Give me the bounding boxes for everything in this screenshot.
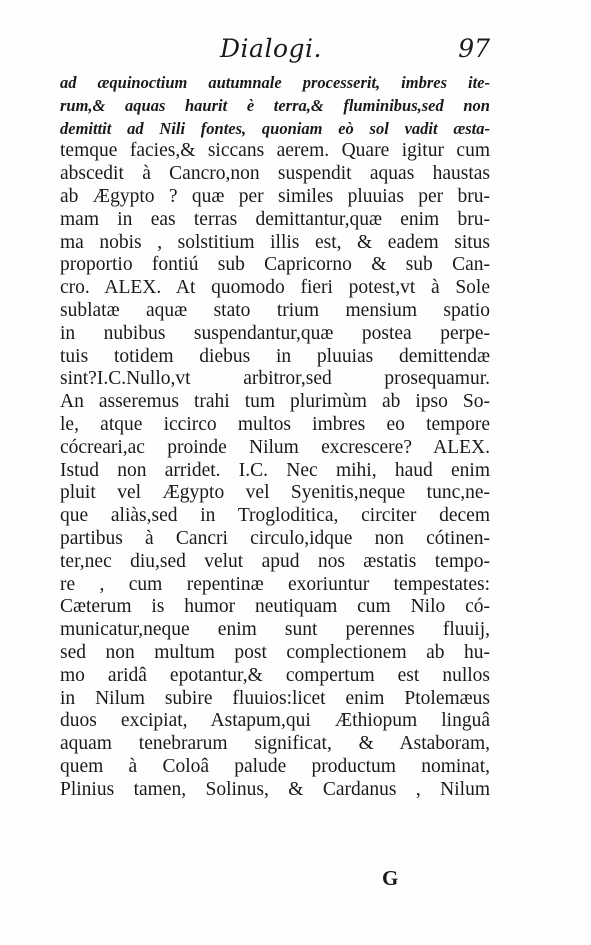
body-text: [60, 72, 490, 802]
text-line: in Nilum subire fluuios:licet enim Ptolemæus: [60, 687, 490, 709]
text-line: demittit ad Nili fontes, quoniam eò sol vadit æsta-: [60, 118, 490, 138]
text-line: in nubibus suspendantur,quæ postea perpe-: [60, 322, 490, 344]
page-number: 97: [458, 34, 490, 63]
text-line: An asseremus trahi tum plurimùm ab ipso So-: [60, 391, 490, 413]
text-line: proportio fontiú sub Capricorno & sub Can-: [60, 254, 490, 276]
text-line: quem à Coloâ palude productum nominat,: [60, 755, 490, 777]
text-line: temque facies,& siccans aerem. Quare igitur cum: [60, 140, 490, 162]
text-line: sublatæ aquæ stato trium mensium spatio: [60, 299, 490, 321]
text-line: Plinius tamen, Solinus, & Cardanus , Nilum: [60, 778, 490, 800]
text-line: le, atque iccirco multos imbres eo tempore: [60, 413, 490, 435]
text-line: que aliàs,sed in Trogloditica, circiter decem: [60, 505, 490, 527]
text-line: pluit vel Ægypto vel Syenitis,neque tunc,ne-: [60, 482, 490, 504]
text-line: ab Ægypto ? quæ per similes pluuias per bru-: [60, 185, 490, 207]
text-line: duos excipiat, Astapum,qui Æthiopum linguâ: [60, 710, 490, 732]
text-line: mo aridâ epotantur,& compertum est nullos: [60, 664, 490, 686]
running-title: Dialogi.: [220, 34, 322, 63]
text-line: tuis totidem diebus in pluuias demittendæ: [60, 345, 490, 367]
text-line: Cæterum is humor neutiquam cum Nilo có-: [60, 596, 490, 618]
text-line: municatur,neque enim sunt perennes fluuij,: [60, 619, 490, 641]
text-line: aquam tenebrarum significat, & Astaboram,: [60, 733, 490, 755]
text-line: cro. ALEX. At quomodo fieri potest,vt à Sole: [60, 277, 490, 299]
text-line: re , cum repentinæ exoriuntur tempestates:: [60, 573, 490, 595]
signature-mark: G: [382, 866, 399, 890]
text-line: sint?I.C.Nullo,vt arbitror,sed prosequamur.: [60, 368, 490, 390]
text-line: sed non multum post complectionem ab hu-: [60, 641, 490, 663]
text-line: cócreari,ac proinde Nilum excrescere? ALEX.: [60, 436, 490, 458]
text-line: abscedit à Cancro,non suspendit aquas haustas: [60, 163, 490, 185]
text-line: ma nobis , solstitium illis est, & eadem situs: [60, 231, 490, 253]
text-line: partibus à Cancri circulo,idque non cótinen-: [60, 527, 490, 549]
text-line: Istud non arridet. I.C. Nec mihi, haud enim: [60, 459, 490, 481]
page-header: [60, 34, 490, 68]
text-line: ter,nec diu,sed velut apud nos æstatis tempo-: [60, 550, 490, 572]
text-line: mam in eas terras demittantur,quæ enim bru-: [60, 208, 490, 230]
text-line: ad æquinoctium autumnale processerit, imbres ite-: [60, 73, 490, 92]
text-line: rum,& aquas haurit è terra,& fluminibus,sed non: [60, 95, 490, 115]
